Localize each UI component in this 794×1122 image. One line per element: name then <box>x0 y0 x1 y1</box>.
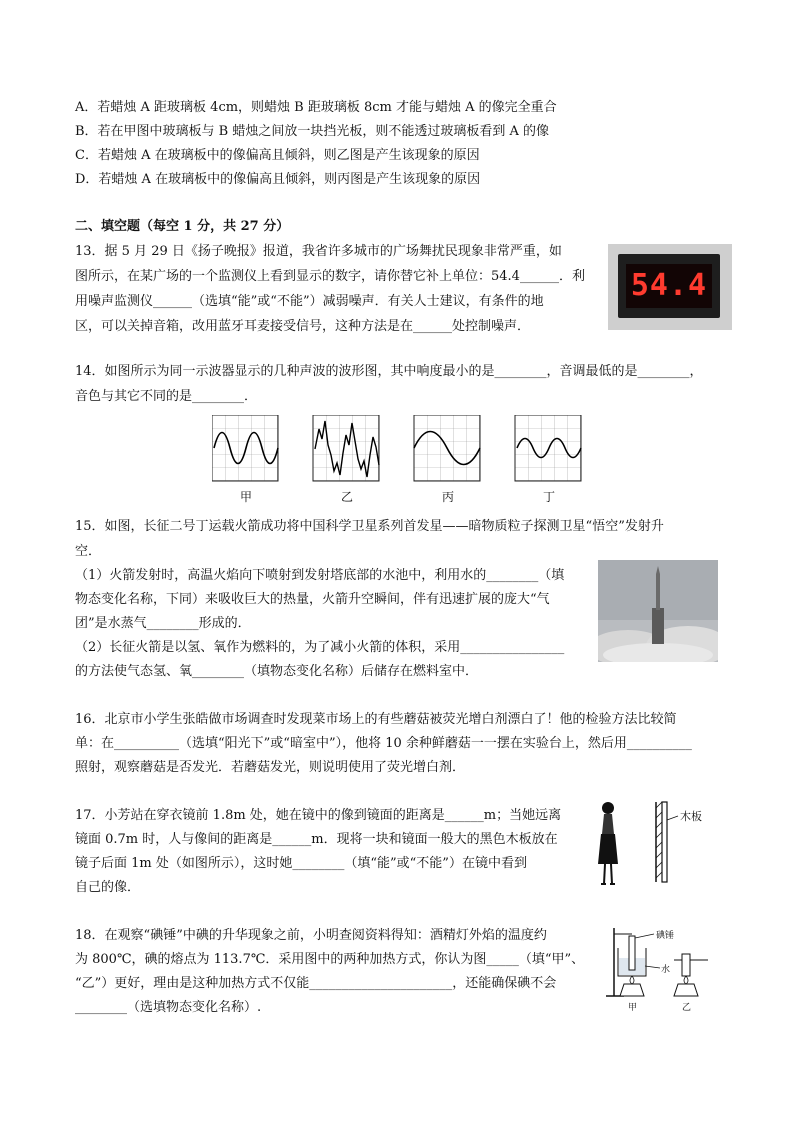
q13-line-3: 用噪声监测仪______（选填“能”或“不能”）减弱噪声．有关人士建议，有条件的地 <box>75 294 544 309</box>
option-c: C．若蜡烛 A 在玻璃板中的像偏高且倾斜，则乙图是产生该现象的原因 <box>75 148 480 163</box>
waveform-label-bing: 丙 <box>442 490 455 504</box>
option-b: B．若在甲图中玻璃板与 B 蜡烛之间放一块挡光板，则不能透过玻璃板看到 A 的像 <box>75 124 550 139</box>
waveform-label-jia: 甲 <box>240 490 253 504</box>
section-title: 二、填空题（每空 1 分，共 27 分） <box>75 219 290 234</box>
rocket-launch-photo <box>598 560 718 662</box>
oscilloscope-waveforms <box>212 415 582 483</box>
waveform-label-yi: 乙 <box>341 490 354 504</box>
q18-line-1: 18．在观察“碘锤”中碘的升华现象之前，小明查阅资料得知：酒精灯外焰的温度约 <box>75 928 547 943</box>
waveform-label-ding: 丁 <box>543 490 556 504</box>
q15-line-5: 团”是水蒸气________形成的． <box>75 616 251 631</box>
q14-line-2: 音色与其它不同的是________． <box>75 389 258 404</box>
q13-line-1: 13．据 5 月 29 日《扬子晚报》报道，我省许多城市的广场舞扰民现象非常严重，如 <box>75 244 562 259</box>
noise-reading: 54.4 <box>630 268 708 303</box>
q16-line-2: 单：在__________（选填“阳光下”或“暗室中”），他将 10 余种鲜蘑菇一一摆在实验台上，然后用__________ <box>75 736 692 751</box>
waveform-jia <box>212 415 278 481</box>
option-d: D．若蜡烛 A 在玻璃板中的像偏高且倾斜，则丙图是产生该现象的原因 <box>75 172 481 187</box>
q14-line-1: 14．如图所示为同一示波器显示的几种声波的波形图，其中响度最小的是________，音调最低的是________， <box>75 364 703 379</box>
q17-line-2: 镜面 0.7m 时，人与像间的距离是______m．现将一块和镜面一般大的黑色木板放在 <box>75 832 558 847</box>
monitor-screen <box>626 264 712 308</box>
figure-label-jia: 甲 <box>628 1003 638 1013</box>
q15-line-2: 空． <box>75 544 102 559</box>
q15-line-4: 物态变化名称，下同）来吸收巨大的热量，火箭升空瞬间，伴有迅速扩展的庞大“气 <box>75 592 550 607</box>
q15-line-7: 的方法使气态氢、氧________（填物态变化名称）后储存在燃料室中． <box>75 664 479 679</box>
q15-line-3: （1）火箭发射时，高温火焰向下喷射到发射塔底部的水池中，利用水的________（填 <box>75 568 565 583</box>
q17-line-4: 自己的像． <box>75 880 141 895</box>
water-label: 水 <box>661 965 671 975</box>
q13-line-2: 图所示，在某广场的一个监测仪上看到显示的数字，请你替它补上单位：54.4______．利 <box>75 269 585 284</box>
q13-line-4: 区，可以关掉音箱，改用蓝牙耳麦接受信号，这种方法是在______处控制噪声． <box>75 319 531 334</box>
waveform-bing <box>414 415 480 481</box>
iodine-hammer-label: 碘锤 <box>656 931 675 941</box>
q18-line-2: 为 800℃，碘的熔点为 113.7℃．采用图中的两种加热方式，你认为图_____（填“甲”、 <box>75 952 585 967</box>
q17-line-3: 镜子后面 1m 处（如图所示），这时她________（填“能”或“不能”）在镜中看到 <box>75 856 527 871</box>
figure-label-yi: 乙 <box>682 1003 692 1013</box>
q16-line-1: 16．北京市小学生张皓做市场调查时发现菜市场上的有些蘑菇被荧光增白剂漂白了！他的检验方法比较简 <box>75 712 677 727</box>
q18-line-4: ________（选填物态变化名称）. <box>75 1000 262 1015</box>
noise-monitor-photo <box>608 244 732 330</box>
waveform-ding <box>515 415 581 481</box>
board-label: 木板 <box>680 810 702 823</box>
girl-mirror-figure <box>592 798 722 894</box>
option-a: A．若蜡烛 A 距玻璃板 4cm，则蜡烛 B 距玻璃板 8cm 才能与蜡烛 A 的像完全重合 <box>75 100 557 115</box>
q17-line-1: 17．小芳站在穿衣镜前 1.8m 处，她在镜中的像到镜面的距离是______m；当她远离 <box>75 808 562 823</box>
q15-line-6: （2）长征火箭是以氢、氧作为燃料的，为了减小火箭的体积，采用________________ <box>75 640 565 655</box>
q18-line-3: “乙”）更好，理由是这种加热方式不仅能______________________，还能确保碘不会 <box>75 976 557 991</box>
waveform-yi <box>313 415 379 481</box>
q15-line-1: 15．如图，长征二号丁运载火箭成功将中国科学卫星系列首发星——暗物质粒子探测卫星“悟空”发射升 <box>75 519 664 534</box>
monitor-device <box>618 254 720 318</box>
q16-line-3: 照射，观察蘑菇是否发光．若蘑菇发光，则说明使用了荧光增白剂． <box>75 760 466 775</box>
